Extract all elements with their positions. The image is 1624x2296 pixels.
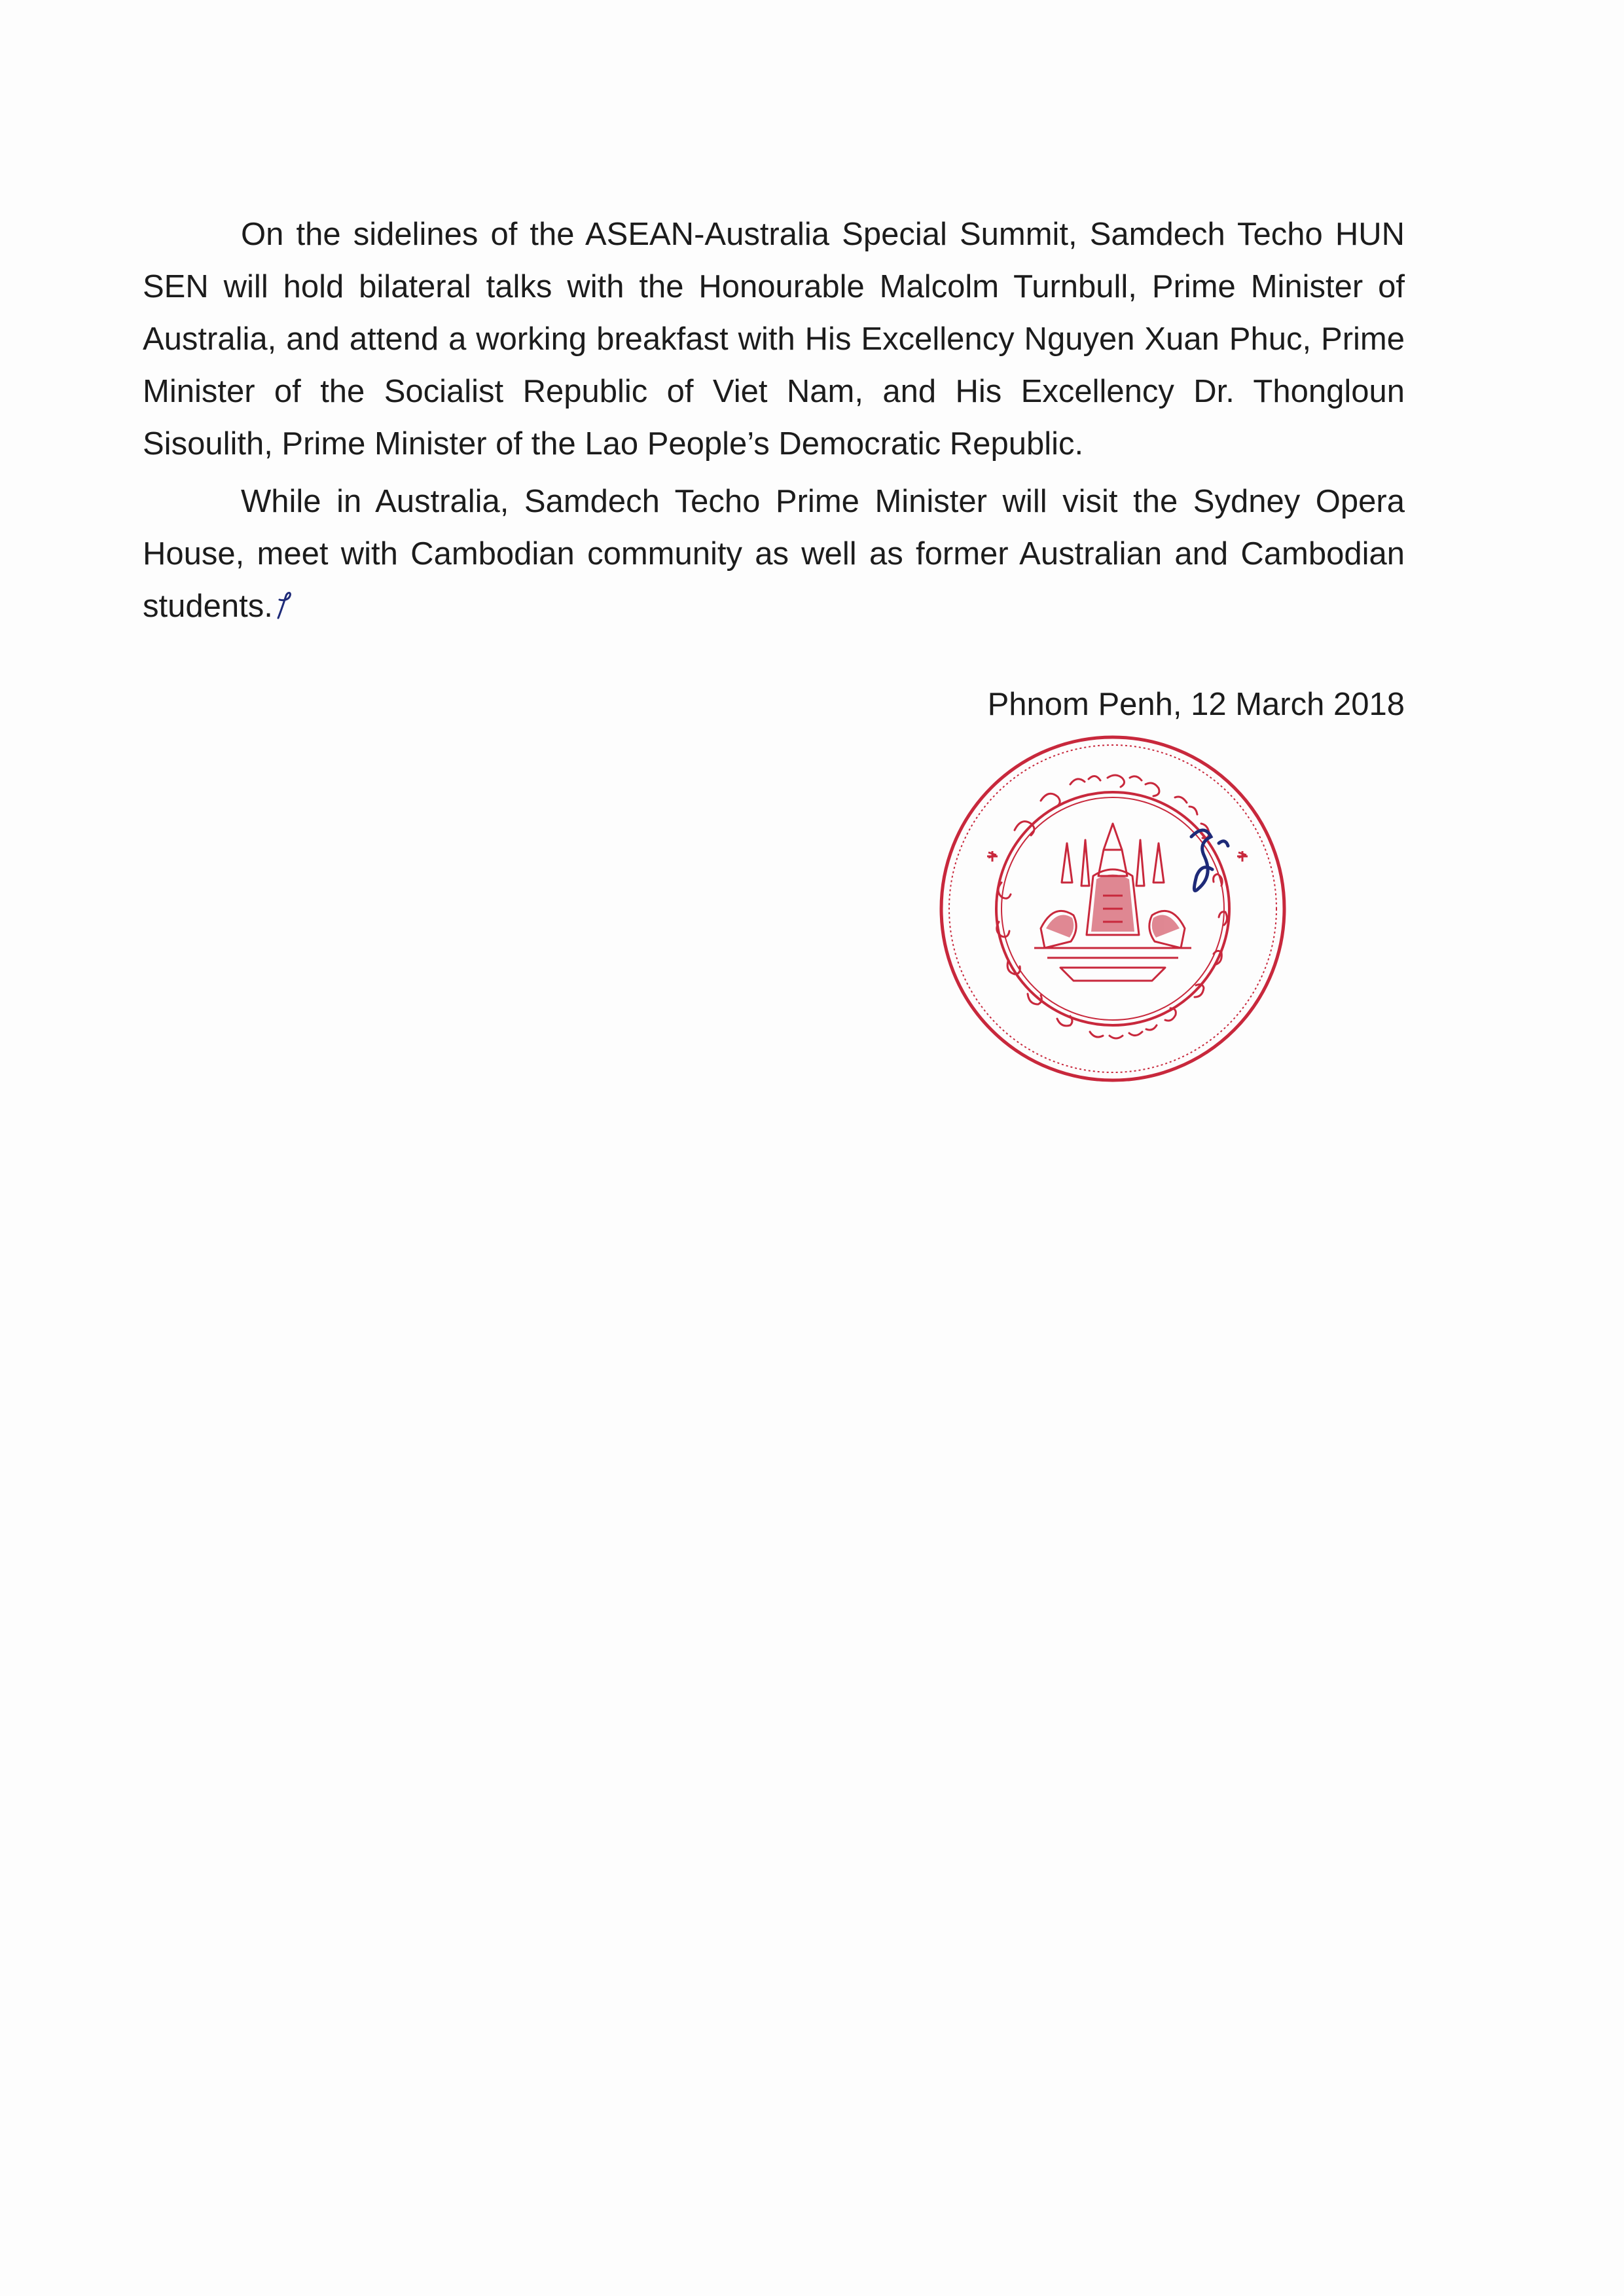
paragraph-visit [143,475,1405,632]
paragraph-visit-text: While in Australia, Samdech Techo Prime Minister will visit the Sydney Opera House, meet with Cambodian community as well as former Australian and Cambodian students. [143,484,1405,624]
royal-seal-icon [936,732,1290,1085]
dateline: Phnom Penh, 12 March 2018 [987,687,1405,722]
document-body [143,208,1405,638]
initial-mark-icon [274,589,293,621]
paragraph-sidelines: On the sidelines of the ASEAN-Australia Special Summit, Samdech Techo HUN SEN will hold bilateral talks with the Honourable Malcolm Turnbull, Prime Minister of Australia, and attend a working breakfast with His Excellency Nguyen Xuan Phuc, Prime Minister of the Socialist Republic of Viet Nam, and His Excellency Dr. Thongloun Sisoulith, Prime Minister of the Lao People’s Democratic Republic. [143,217,1405,462]
